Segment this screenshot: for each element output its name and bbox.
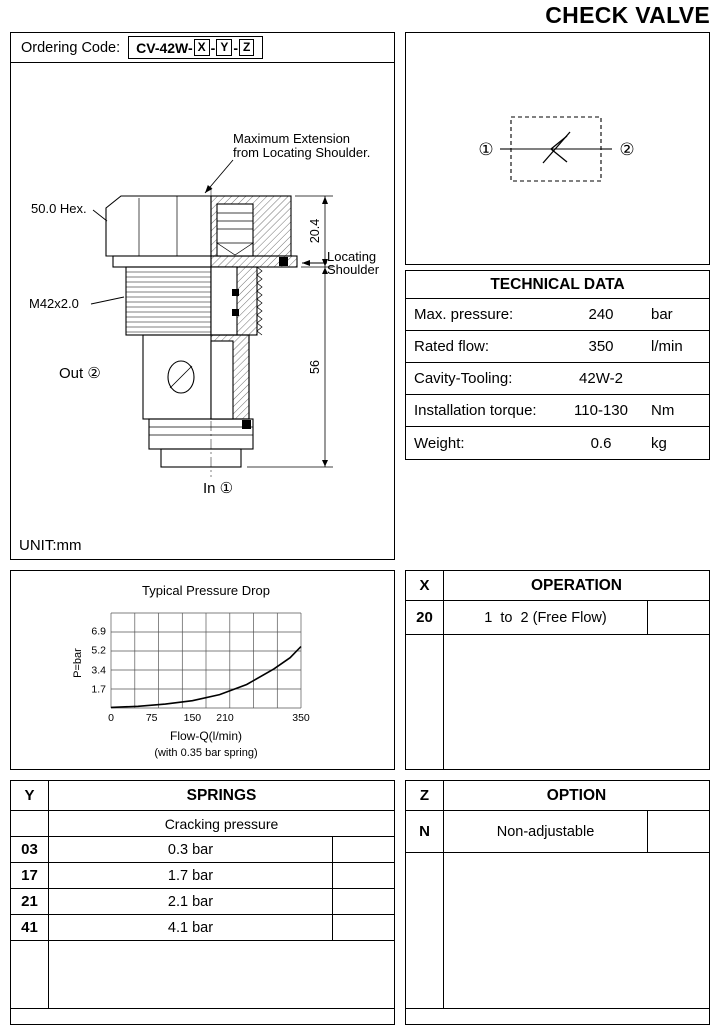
hex-size-label: 50.0 Hex. [31,201,87,216]
ordering-code-x: X [194,39,210,56]
tech-unit: Nm [651,402,675,419]
table-row [406,811,709,853]
tech-label: Rated flow: [414,338,490,355]
ordering-code-bar [11,33,394,63]
svg-text:150: 150 [183,712,202,724]
chart-spring-note: (with 0.35 bar spring) [154,747,258,759]
ordering-code-prefix: CV-42W- [136,39,193,56]
svg-text:3.4: 3.4 [91,664,106,677]
chart-title: Typical Pressure Drop [142,583,270,598]
dim-body-length: 56 [308,360,322,374]
check-valve-symbol [406,33,709,264]
max-extension-label-2: from Locating Shoulder. [233,145,371,160]
spring-pressure: 0.3 bar [167,841,214,858]
out-port-label: Out ② [59,365,101,382]
spring-code: 03 [11,837,49,862]
tech-value: 42W-2 [579,370,623,387]
svg-text:1.7: 1.7 [91,683,106,696]
pressure-drop-chart-panel [10,570,395,770]
option-row-key: N [406,811,444,852]
ordering-code-z: Z [239,39,254,56]
table-fill [406,853,709,1008]
technical-data-title: TECHNICAL DATA [406,271,709,299]
springs-subtitle: Cracking pressure [164,815,279,832]
empty-cell [11,811,49,836]
ordering-code-value [128,36,263,59]
tech-label: Cavity-Tooling: [414,370,513,387]
chart-grid [111,613,301,708]
svg-text:350: 350 [292,712,310,724]
tech-unit: l/min [651,338,683,355]
locating-label-1: Locating [327,249,377,264]
operation-row-key: 20 [406,601,444,634]
drawing-panel [10,32,395,560]
tech-unit: bar [651,306,673,323]
springs-title: SPRINGS [186,786,257,804]
valve-body-outline [106,196,297,467]
technical-data-table [405,270,710,460]
springs-key-header: Y [11,781,49,810]
ordering-code-y: Y [216,39,232,56]
option-header [406,781,709,811]
empty-cell [647,811,709,852]
svg-text:210: 210 [216,712,234,724]
springs-subheader-row [11,811,394,837]
unit-note: UNIT:mm [19,537,82,554]
valve-technical-drawing [11,63,394,533]
empty-cell [332,863,394,888]
spring-code: 17 [11,863,49,888]
empty-cell [332,837,394,862]
option-row-value: Non-adjustable [496,823,595,840]
hydraulic-symbol-panel [405,32,710,265]
check-valve-glyph [543,132,570,163]
ordering-code-sep1: - [210,39,216,56]
ordering-code-label: Ordering Code: [21,39,121,56]
spring-code: 41 [11,915,49,940]
chart-xlabel: Flow-Q(l/min) [170,729,242,743]
table-row [406,395,709,427]
table-row [406,299,709,331]
max-extension-label-1: Maximum Extension [233,131,351,146]
thread-size-label: M42x2.0 [29,296,79,311]
table-row [406,363,709,395]
option-table [405,780,710,1025]
spring-code: 21 [11,889,49,914]
tech-value: 240 [588,306,614,323]
tech-value: 350 [588,338,614,355]
tech-label: Installation torque: [414,402,537,419]
option-title: OPTION [546,786,607,804]
tech-value: 0.6 [590,434,612,452]
table-footer [11,1008,394,1024]
table-row [11,837,394,863]
operation-header [406,571,709,601]
table-footer [406,1008,709,1024]
table-row [11,889,394,915]
springs-table [10,780,395,1025]
ordering-code-sep2: - [233,39,239,56]
operation-key-header: X [406,571,444,600]
option-key-header: Z [406,781,444,810]
spring-pressure: 1.7 bar [167,867,214,884]
spring-pressure: 2.1 bar [167,893,214,910]
svg-text:0: 0 [108,712,114,724]
springs-header [11,781,394,811]
chart-ylabel: P=bar [72,648,84,678]
table-row [406,331,709,363]
svg-text:6.9: 6.9 [91,625,106,638]
tech-label: Max. pressure: [414,306,514,323]
tech-value: 110-130 [574,402,628,419]
locating-label-2: Shoulder [327,262,380,277]
spring-pressure: 4.1 bar [167,919,214,936]
dim-cap-height: 20.4 [308,218,322,244]
symbol-port-2: ② [619,140,635,159]
operation-title: OPERATION [531,576,622,594]
operation-row-value: 1 to 2 (Free Flow) [484,609,607,626]
table-row [406,427,709,459]
symbol-port-1: ① [478,140,494,159]
in-port-label: In ① [203,480,234,497]
pressure-drop-chart [11,571,394,769]
tech-unit: kg [651,434,667,452]
table-row [11,915,394,941]
empty-cell [332,889,394,914]
table-fill [11,941,394,1008]
table-row [406,601,709,635]
operation-table [405,570,710,770]
table-row [11,863,394,889]
svg-text:75: 75 [145,712,158,724]
page-title: CHECK VALVE [545,2,710,28]
tech-label: Weight: [414,434,465,452]
drawing-labels [29,131,380,497]
svg-text:5.2: 5.2 [91,644,106,657]
empty-cell [647,601,709,634]
empty-cell [332,915,394,940]
table-fill [406,635,709,769]
